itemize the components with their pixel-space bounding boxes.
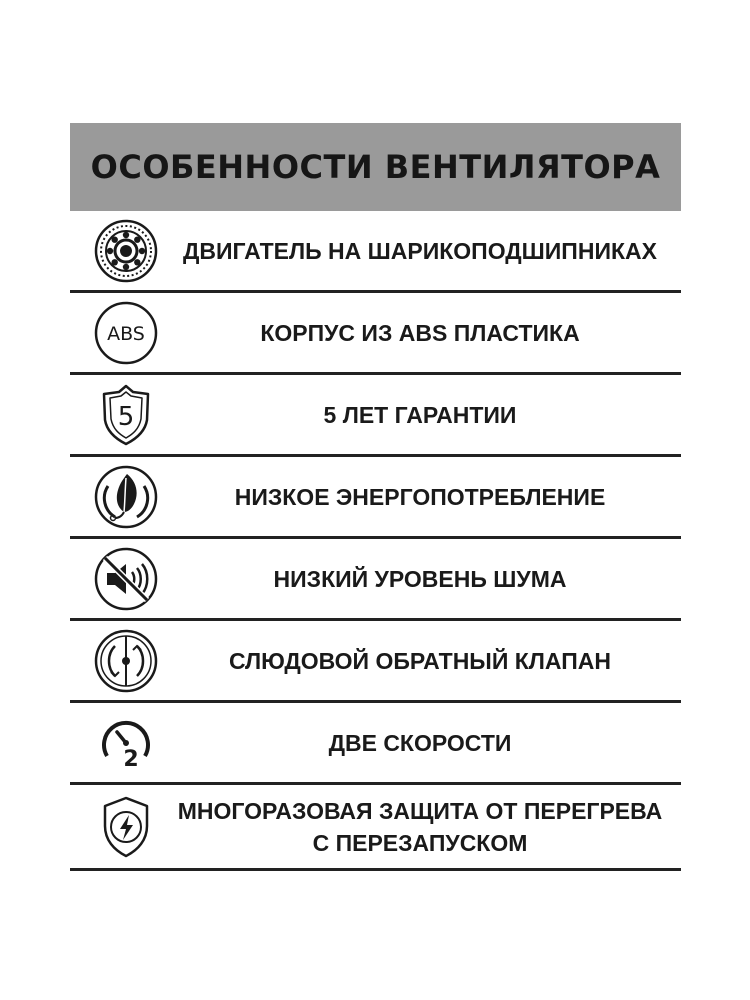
feature-label xyxy=(159,795,681,859)
feature-label: ДВИГАТЕЛЬ НА ШАРИКОПОДШИПНИКАХ xyxy=(183,237,657,264)
feature-label-line: С ПЕРЕЗАПУСКОМ xyxy=(312,829,528,856)
feature-row xyxy=(70,457,681,539)
speed-icon-text: 2 xyxy=(123,746,139,772)
feature-label: НИЗКИЙ УРОВЕНЬ ШУМА xyxy=(273,565,567,592)
feature-label: НИЗКОЕ ЭНЕРГОПОТРЕБЛЕНИЕ xyxy=(234,483,606,510)
feature-row xyxy=(70,621,681,703)
abs-plastic-icon xyxy=(93,300,159,366)
feature-row xyxy=(70,539,681,621)
feature-label: 5 ЛЕТ ГАРАНТИИ xyxy=(323,401,517,428)
feature-row xyxy=(70,211,681,293)
check-valve-icon xyxy=(93,628,159,694)
feature-label: СЛЮДОВОЙ ОБРАТНЫЙ КЛАПАН xyxy=(229,647,611,674)
feature-row xyxy=(70,785,681,871)
mute-speaker-icon xyxy=(93,546,159,612)
feature-label: КОРПУС ИЗ ABS ПЛАСТИКА xyxy=(260,319,580,346)
warranty-icon-text: 5 xyxy=(117,401,135,432)
feature-label-line: МНОГОРАЗОВАЯ ЗАЩИТА ОТ ПЕРЕГРЕВА xyxy=(177,797,663,824)
features-header xyxy=(70,123,681,211)
page-title: ОСОБЕННОСТИ ВЕНТИЛЯТОРА xyxy=(90,148,661,186)
abs-icon-text: ABS xyxy=(107,322,145,345)
overheat-shield-icon xyxy=(93,794,159,860)
speed-gauge-icon xyxy=(93,710,159,776)
feature-label: ДВЕ СКОРОСТИ xyxy=(328,729,512,756)
warranty-shield-icon xyxy=(93,382,159,448)
eco-leaf-plug-icon xyxy=(93,464,159,530)
ball-bearing-icon xyxy=(93,218,159,284)
feature-row xyxy=(70,703,681,785)
feature-row xyxy=(70,375,681,457)
features-list xyxy=(70,211,681,871)
feature-row xyxy=(70,293,681,375)
